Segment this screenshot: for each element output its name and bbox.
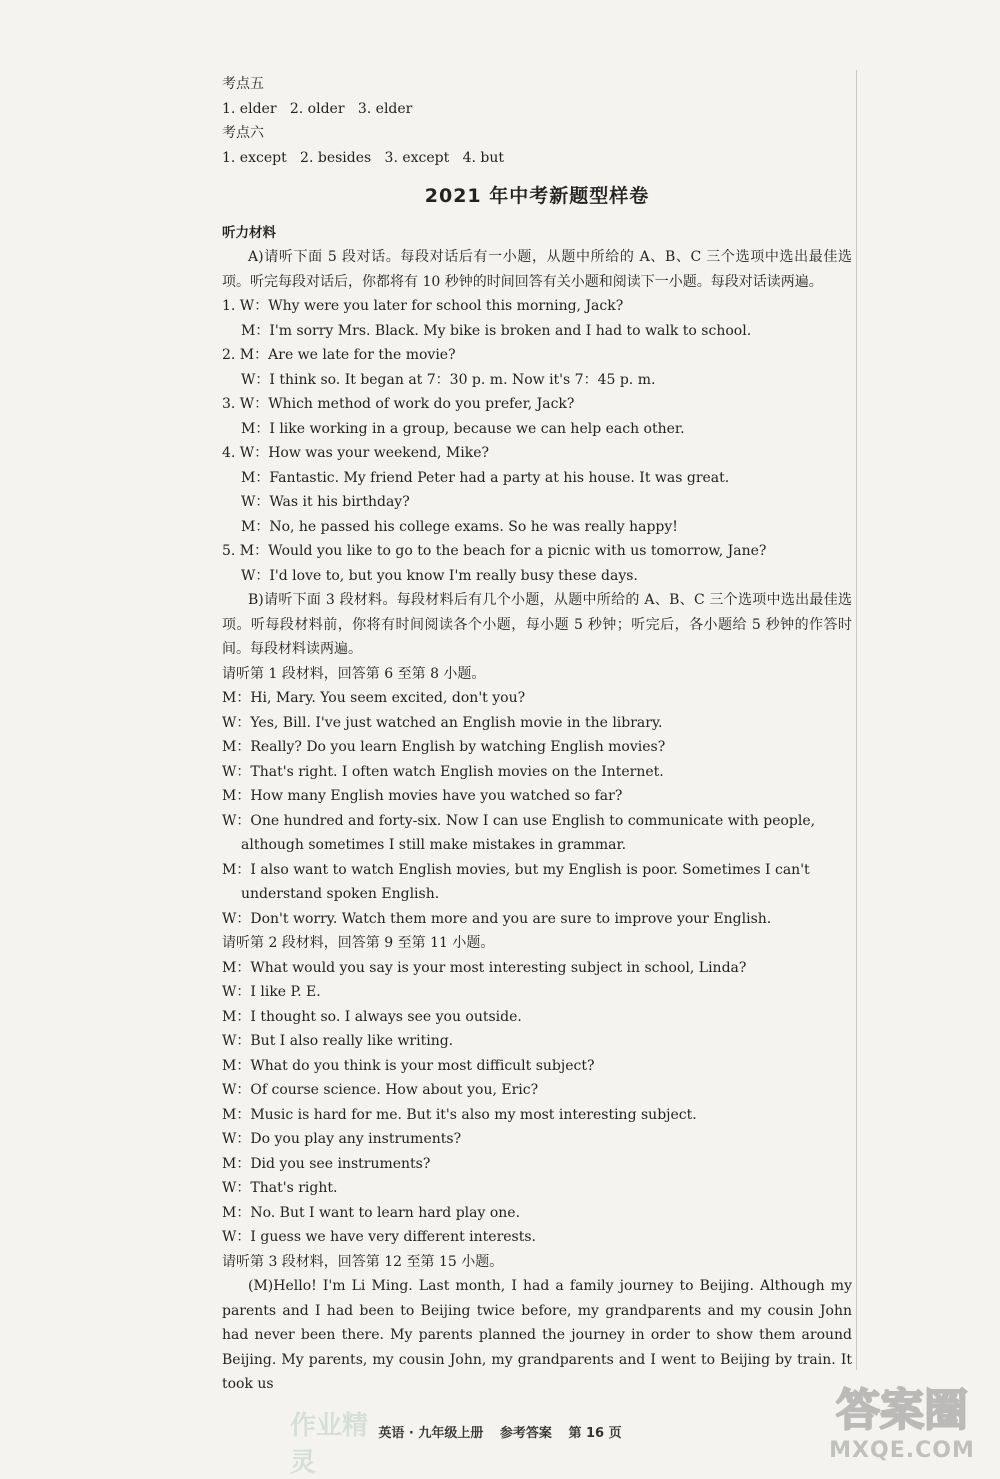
dialogue-line: 1. W：Why were you later for school this morning, Jack? bbox=[222, 298, 624, 314]
kd6-answers: 1. except 2. besides 3. except 4. but bbox=[222, 149, 505, 166]
column-rule bbox=[856, 70, 857, 1370]
dialogue-line: M：I also want to watch English movies, but my English is poor. Sometimes I can't understand spoken English. bbox=[222, 861, 810, 902]
dialogue-line: M：Hi, Mary. You seem excited, don't you? bbox=[222, 690, 526, 706]
dialogue-line: W：I'd love to, but you know I'm really busy these days. bbox=[241, 567, 638, 584]
material2-heading: 请听第 2 段材料，回答第 9 至第 11 小题。 bbox=[222, 935, 495, 951]
dialogue-line: M：Really? Do you learn English by watching English movies? bbox=[222, 739, 666, 755]
page-title: 2021 年中考新题型样卷 bbox=[424, 185, 650, 207]
material2-dialogue bbox=[222, 956, 852, 1250]
dialogue-line: M：Fantastic. My friend Peter had a party at his house. It was great. bbox=[241, 469, 730, 486]
dialogue-line: W：Yes, Bill. I've just watched an English movie in the library. bbox=[222, 714, 663, 731]
footer-subject: 英语 · 九年级上册 bbox=[378, 1426, 484, 1441]
dialogue-line: M：What do you think is your most difficult subject? bbox=[222, 1057, 595, 1074]
dialogue-line: M：No. But I want to learn hard play one. bbox=[222, 1204, 521, 1221]
material3-text: (M)Hello! I'm Li Ming. Last month, I had a family journey to Beijing. Although my parents and I had been to Beijing twice before, my grandparents and my cousin John had never been there. My parents planned the journey in order to show them around Beijing. My parents, my cousin John, my grandparents and I went to Beijing by train. It took us bbox=[222, 1278, 852, 1392]
dialogue-line: M：Music is hard for me. But it's also my most interesting subject. bbox=[222, 1106, 697, 1123]
dialogue-line: W：Don't worry. Watch them more and you are sure to improve your English. bbox=[222, 910, 772, 927]
part-a-dialogues bbox=[222, 294, 852, 588]
dialogue-line: 4. W：How was your weekend, Mike? bbox=[222, 445, 490, 461]
dialogue-line: W：Do you play any instruments? bbox=[222, 1131, 462, 1147]
part-a-instructions: A)请听下面 5 段对话。每段对话后有一小题，从题中所给的 A、B、C 三个选项中选出最佳选项。听完每段对话后，你都将有 10 秒钟的时间回答有关小题和阅读下一小题。每段对话读两遍。 bbox=[222, 249, 852, 290]
footer-page-number: 第 16 页 bbox=[568, 1426, 622, 1441]
dialogue-line: M：I'm sorry Mrs. Black. My bike is broken and I had to walk to school. bbox=[241, 322, 752, 339]
dialogue-line: M：I like working in a group, because we can help each other. bbox=[241, 420, 685, 437]
material1-heading: 请听第 1 段材料，回答第 6 至第 8 小题。 bbox=[222, 665, 486, 682]
footer-label: 参考答案 bbox=[499, 1426, 552, 1441]
dialogue-line: M：What would you say is your most interesting subject in school, Linda? bbox=[222, 959, 747, 976]
dialogue-line: W：Of course science. How about you, Eric? bbox=[222, 1082, 539, 1098]
section-heading: 听力材料 bbox=[222, 224, 276, 241]
dialogue-line: 3. W：Which method of work do you prefer, Jack? bbox=[222, 396, 575, 412]
dialogue-line: W：That's right. bbox=[222, 1180, 338, 1196]
answer-content bbox=[222, 72, 852, 1397]
material3-heading: 请听第 3 段材料，回答第 12 至第 15 小题。 bbox=[222, 1253, 504, 1270]
dialogue-line: M：I thought so. I always see you outside. bbox=[222, 1008, 522, 1025]
watermark-url: MXQE.COM bbox=[829, 1438, 975, 1463]
dialogue-line: M：Did you see instruments? bbox=[222, 1155, 431, 1172]
kd5-title: 考点五 bbox=[222, 76, 264, 92]
dialogue-line: W：Was it his birthday? bbox=[241, 494, 410, 510]
svg-text:答案圈: 答案圈 bbox=[836, 1385, 968, 1436]
kd6-title: 考点六 bbox=[222, 125, 264, 141]
dialogue-line: W：I guess we have very different interests. bbox=[222, 1229, 536, 1245]
watermark-stamp: 作业精灵 bbox=[290, 1411, 369, 1478]
kd5-answers: 1. elder 2. older 3. elder bbox=[222, 100, 413, 117]
dialogue-line: M：No, he passed his college exams. So he was really happy! bbox=[241, 518, 678, 535]
material1-dialogue bbox=[222, 686, 852, 931]
dialogue-line: W：That's right. I often watch English movies on the Internet. bbox=[222, 763, 664, 780]
dialogue-line: W：I think so. It began at 7：30 p. m. Now it's 7：45 p. m. bbox=[241, 371, 656, 388]
part-b-instructions: B)请听下面 3 段材料。每段材料后有几个小题，从题中所给的 A、B、C 三个选项中选出最佳选项。听每段材料前，你将有时间阅读各个小题，每小题 5 秒钟；听完后，各小题给 5 秒钟的作答时间。每段材料读两遍。 bbox=[222, 592, 852, 657]
dialogue-line: M：How many English movies have you watched so far? bbox=[222, 788, 623, 804]
dialogue-line: W：But I also really like writing. bbox=[222, 1033, 454, 1049]
dialogue-line: W：I like P. E. bbox=[222, 984, 321, 1000]
dialogue-line: W：One hundred and forty-six. Now I can use English to communicate with people, although sometimes I still make mistakes in grammar. bbox=[222, 812, 816, 853]
dialogue-line: 2. M：Are we late for the movie? bbox=[222, 347, 456, 363]
dialogue-line: 5. M：Would you like to go to the beach for a picnic with us tomorrow, Jane? bbox=[222, 543, 767, 559]
